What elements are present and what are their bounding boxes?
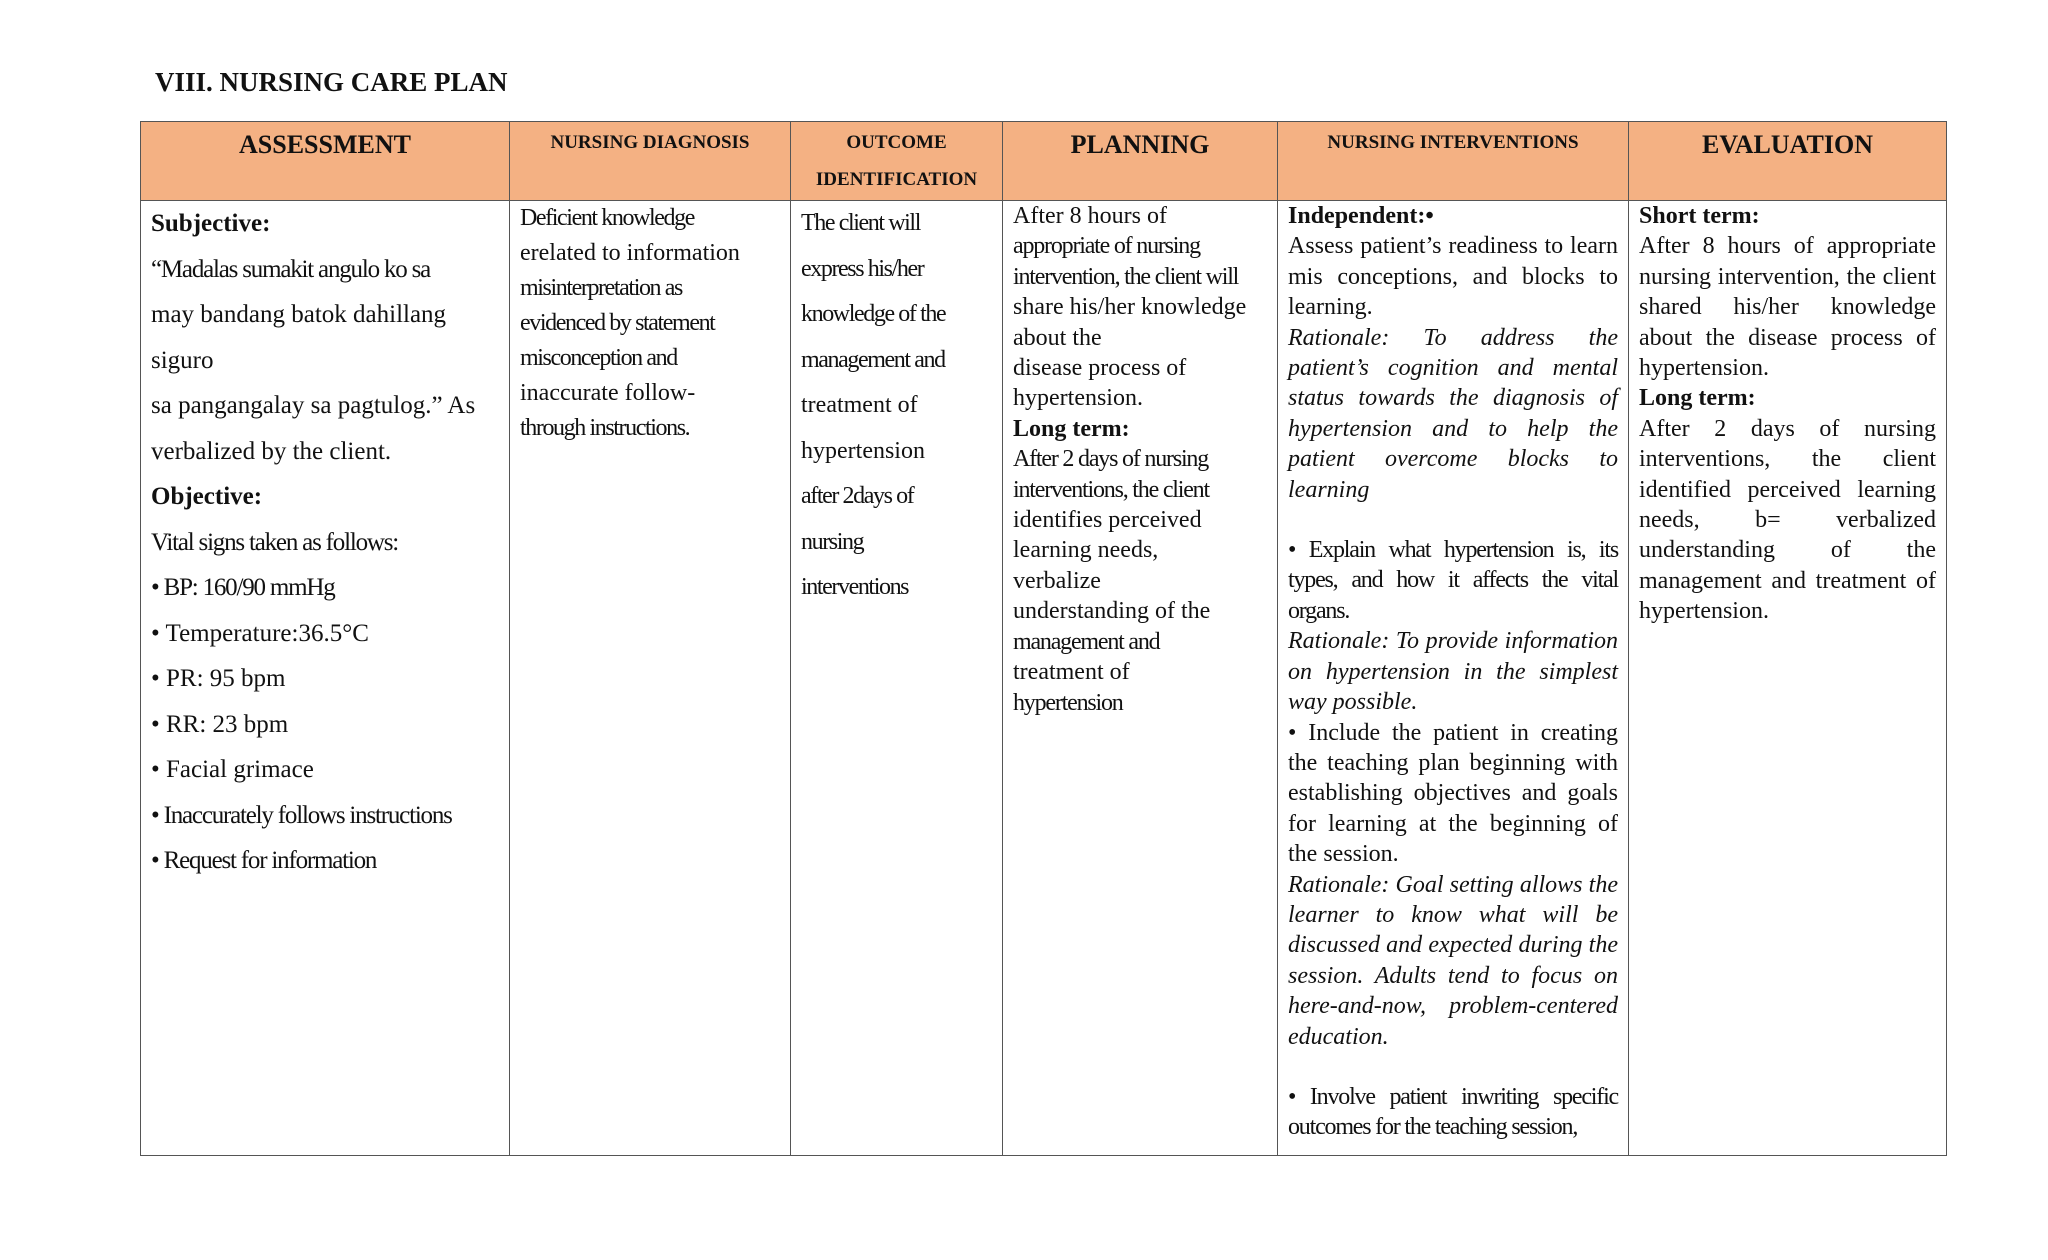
- intervention-item: • Involve patient inwriting specific outcomes for the teaching session,: [1288, 1083, 1618, 1141]
- subjective-label: Subjective:: [151, 210, 271, 237]
- planning-line: disease process of: [1013, 355, 1187, 382]
- subjective-line: may bandang batok dahillang: [151, 301, 447, 328]
- evaluation-short-term-text: After 8 hours of appropriate nursing intervention, the client shared his/her knowledge about the disease process of hypertension.: [1639, 233, 1936, 382]
- header-assessment-label: ASSESSMENT: [239, 130, 411, 159]
- outcome-line: nursing: [801, 528, 864, 555]
- planning-line: understanding of the: [1013, 598, 1211, 625]
- planning-line: treatment of: [1013, 659, 1130, 686]
- vital-sign-item: • RR: 23 bpm: [151, 710, 289, 738]
- subjective-line: sa pangangalay sa pagtulog.” As: [151, 392, 476, 419]
- intervention-rationale: Rationale: To provide information on hypertension in the simplest way possible.: [1288, 628, 1618, 716]
- vital-sign-item: • PR: 95 bpm: [151, 665, 286, 692]
- intervention-item: Assess patient’s readiness to learn mis conceptions, and blocks to learning.: [1288, 233, 1618, 321]
- outcome-line: express his/her: [801, 255, 924, 282]
- assessment-cell: [141, 201, 510, 1156]
- table-row: [141, 201, 1947, 1156]
- evaluation-cell: [1629, 201, 1947, 1156]
- header-nursing-interventions-label: NURSING INTERVENTIONS: [1327, 132, 1579, 153]
- table-header-row: [141, 122, 1947, 201]
- header-nursing-diagnosis-label: NURSING DIAGNOSIS: [550, 132, 750, 153]
- header-nursing-interventions: [1278, 122, 1629, 201]
- outcome-line: The client will: [801, 210, 920, 236]
- planning-line: hypertension.: [1013, 385, 1143, 412]
- objective-cue-item: • Inaccurately follows instructions: [151, 801, 452, 829]
- diagnosis-line: Deficient knowledge: [520, 205, 694, 231]
- objective-label: Objective:: [151, 483, 263, 510]
- diagnosis-line: through instructions.: [520, 415, 690, 441]
- nursing-diagnosis-cell: [510, 201, 791, 1156]
- subjective-line: siguro: [151, 346, 214, 374]
- header-evaluation-label: EVALUATION: [1702, 130, 1873, 159]
- subjective-line: “Madalas sumakit angulo ko sa: [151, 255, 431, 283]
- objective-intro: Vital signs taken as follows:: [151, 528, 398, 556]
- interventions-independent-label: Independent:•: [1288, 203, 1434, 229]
- intervention-item: • Include the patient in creating the teaching plan beginning with establishing objectives and goals for learning at the beginning of the session.: [1288, 719, 1618, 868]
- diagnosis-line: inaccurate follow-: [520, 380, 696, 406]
- diagnosis-line: misinterpretation as: [520, 275, 682, 301]
- planning-line: hypertension: [1013, 689, 1123, 716]
- planning-line: After 8 hours of: [1013, 203, 1167, 229]
- outcome-line: after 2days of: [801, 483, 914, 509]
- intervention-item: • Explain what hypertension is, its types, and how it affects the vital organs.: [1288, 537, 1618, 624]
- planning-line: identifies perceived: [1013, 507, 1202, 534]
- header-outcome-line2: IDENTIFICATION: [815, 169, 978, 191]
- intervention-rationale: Rationale: To address the patient’s cognition and mental status towards the diagnosis of hypertension and to help the patient overcome blocks to learning: [1288, 324, 1618, 503]
- planning-line: interventions, the client: [1013, 476, 1209, 503]
- planning-long-term-label: Long term:: [1013, 415, 1130, 442]
- planning-line: share his/her knowledge: [1013, 294, 1247, 321]
- planning-line: appropriate of nursing: [1013, 233, 1200, 260]
- spacer: [1288, 505, 1618, 535]
- outcome-line: hypertension: [801, 437, 925, 464]
- diagnosis-line: erelated to information: [520, 240, 740, 266]
- planning-line: management and: [1013, 628, 1160, 655]
- objective-cue-item: • Request for information: [151, 847, 377, 874]
- header-planning-label: PLANNING: [1070, 130, 1210, 159]
- evaluation-short-term-label: Short term:: [1639, 203, 1760, 229]
- evaluation-long-term-label: Long term:: [1639, 385, 1756, 412]
- planning-line: intervention, the client will: [1013, 263, 1239, 290]
- diagnosis-line: misconception and: [520, 345, 677, 371]
- nursing-care-plan-table: [140, 121, 1947, 1156]
- header-assessment: [141, 122, 510, 201]
- header-nursing-diagnosis: [510, 122, 791, 201]
- spacer: [1288, 1052, 1618, 1082]
- diagnosis-line: evidenced by statement: [520, 310, 715, 336]
- header-outcome-line1: OUTCOME: [846, 132, 947, 153]
- header-outcome-identification: [791, 122, 1003, 201]
- planning-cell: [1003, 201, 1278, 1156]
- planning-line: learning needs,: [1013, 537, 1159, 564]
- outcome-line: interventions: [801, 574, 909, 600]
- page-title: VIII. NURSING CARE PLAN: [155, 67, 508, 97]
- planning-line: verbalize: [1013, 567, 1101, 594]
- outcome-line: management and: [801, 346, 945, 373]
- objective-cue-item: • Facial grimace: [151, 756, 314, 783]
- outcome-line: knowledge of the: [801, 301, 946, 327]
- evaluation-long-term-text: After 2 days of nursing interventions, the client identified perceived learning needs, b= verbalized understanding of the management and treatment of hypertension.: [1639, 415, 1936, 625]
- subjective-line: verbalized by the client.: [151, 437, 392, 465]
- vital-sign-item: • Temperature:36.5°C: [151, 619, 369, 647]
- intervention-rationale: Rationale: Goal setting allows the learner to know what will be discussed and expected during the session. Adults tend to focus on here-and-now, problem-centered education.: [1288, 871, 1618, 1050]
- outcome-line: treatment of: [801, 392, 918, 418]
- header-evaluation: [1629, 122, 1947, 201]
- vital-sign-item: • BP: 160/90 mmHg: [151, 574, 335, 601]
- outcome-identification-cell: [791, 201, 1003, 1156]
- planning-line: about the: [1013, 324, 1102, 351]
- header-planning: [1003, 122, 1278, 201]
- nursing-interventions-cell: [1278, 201, 1629, 1156]
- planning-line: After 2 days of nursing: [1013, 446, 1209, 473]
